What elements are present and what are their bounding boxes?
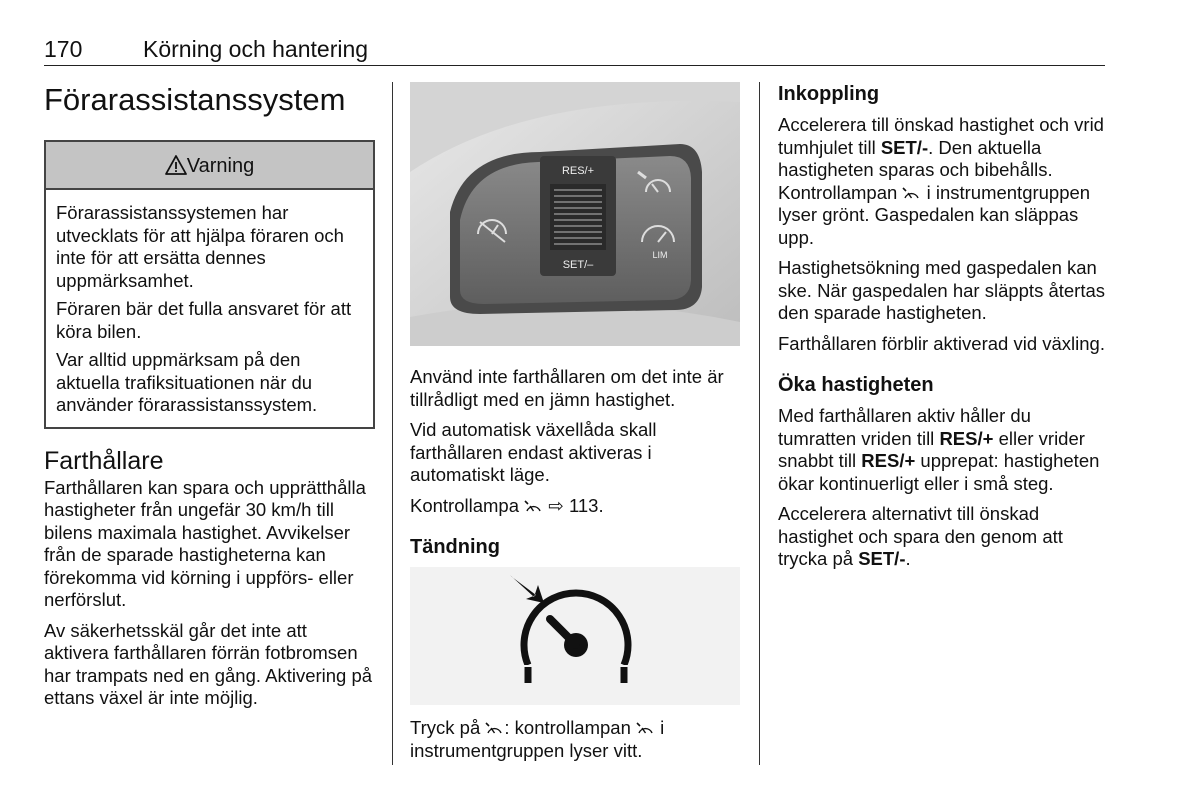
res-plus-label: RES/+ bbox=[561, 165, 595, 177]
text-fragment: upprepat: hastigheten ökar kontinuerligt eller i små steg. bbox=[778, 450, 1100, 494]
warning-triangle-icon bbox=[165, 155, 187, 175]
text-fragment: i instrumentgruppen lyser grönt. Gaspedalen kan släppas upp. bbox=[778, 181, 1091, 248]
warning-label: Varning bbox=[186, 155, 255, 177]
res-label: RES/+ bbox=[861, 450, 916, 471]
column-1 bbox=[44, 82, 375, 718]
text-fragment: Tryck på bbox=[410, 717, 481, 738]
paragraph: Vid automatisk växellåda skall farthållaren endast aktiveras i automatiskt läge. bbox=[410, 419, 657, 485]
paragraph: Farthållaren förblir aktiverad vid växling. bbox=[778, 332, 1105, 354]
paragraph: Farthållaren kan spara och upprätthålla hastigheter från ungefär 30 km/h till bilens maximala hastighet. Avvikelser från de sparade hastigheterna kan förekomma vid körning i uppförs- eller nerförslut. bbox=[44, 476, 366, 610]
cruise-control-icon bbox=[524, 499, 543, 514]
text-fragment: eller vrider snabbt till bbox=[778, 427, 1085, 471]
column-divider bbox=[759, 82, 760, 765]
warning-body bbox=[46, 190, 373, 427]
arrow-icon: ⇨ bbox=[548, 494, 564, 516]
text-fragment: Med farthållaren aktiv håller du tumratten vriden till bbox=[778, 405, 1031, 449]
paragraph bbox=[778, 503, 1108, 571]
res-label: RES/+ bbox=[939, 427, 994, 449]
text-fragment: Kontrollampa bbox=[410, 494, 520, 516]
warning-text: Var alltid uppmärksam på den aktuella trafiksituationen när du använder förarassistanssystem. bbox=[56, 349, 318, 415]
text-fragment: Accelerera till önskad hastighet och vrid tumhjulet till bbox=[778, 114, 1104, 158]
set-minus-label: SET/– bbox=[562, 259, 594, 271]
subheading: Tändning bbox=[410, 536, 500, 558]
subheading: Inkoppling bbox=[778, 83, 880, 105]
warning-header bbox=[46, 142, 373, 190]
cruise-control-gauge-icon bbox=[410, 567, 740, 705]
paragraph: Använd inte farthållaren om det inte är tillrådligt med en jämn hastighet. bbox=[410, 366, 724, 410]
paragraph bbox=[778, 405, 1108, 495]
page-number: 170 bbox=[44, 36, 83, 62]
page-heading: Förarassistanssystem bbox=[44, 82, 346, 117]
cruise-control-icon bbox=[902, 186, 921, 201]
set-label: SET/- bbox=[858, 548, 906, 569]
paragraph bbox=[410, 717, 742, 762]
text-fragment: . bbox=[905, 548, 911, 569]
subheading: Öka hastigheten bbox=[778, 374, 934, 396]
lim-label: LIM bbox=[652, 250, 668, 260]
text-fragment: Accelerera alternativt till önskad hastighet och spara den genom att trycka på bbox=[778, 503, 1063, 569]
set-label: SET/- bbox=[880, 136, 929, 158]
paragraph: Av säkerhetsskäl går det inte att aktivera farthållaren förrän fotbromsen har trampats ned en gång. Aktivering på ettans växel är inte möjlig. bbox=[44, 619, 373, 708]
paragraph bbox=[778, 114, 1108, 249]
steering-wheel-controls-photo bbox=[410, 82, 740, 346]
cruise-control-icon bbox=[636, 721, 655, 736]
page-reference: 113. bbox=[568, 494, 604, 516]
column-2 bbox=[410, 82, 742, 770]
text-fragment: . Den aktuella hastigheten sparas och bibehålls. Kontrollampan bbox=[778, 136, 1053, 203]
text-fragment: : kontrollampan bbox=[504, 717, 631, 738]
column-3 bbox=[778, 82, 1108, 579]
column-divider bbox=[392, 82, 393, 765]
subheading: Farthållare bbox=[44, 446, 164, 475]
paragraph: Hastighetsökning med gaspedalen kan ske. När gaspedalen har släppts återtas den sparade hastigheten. bbox=[778, 257, 1106, 323]
warning-text: Förarassistanssystemen har utvecklats för att hjälpa föraren och inte för att ersätta dennes uppmärksamhet. bbox=[56, 202, 344, 291]
paragraph bbox=[410, 495, 742, 518]
warning-text: Föraren bär det fulla ansvaret för att köra bilen. bbox=[56, 298, 352, 342]
warning-box bbox=[44, 140, 375, 429]
section-title: Körning och hantering bbox=[143, 36, 369, 62]
cruise-control-icon bbox=[485, 721, 504, 736]
header-rule bbox=[44, 65, 1105, 66]
text-fragment: i instrumentgruppen lyser vitt. bbox=[410, 717, 665, 761]
